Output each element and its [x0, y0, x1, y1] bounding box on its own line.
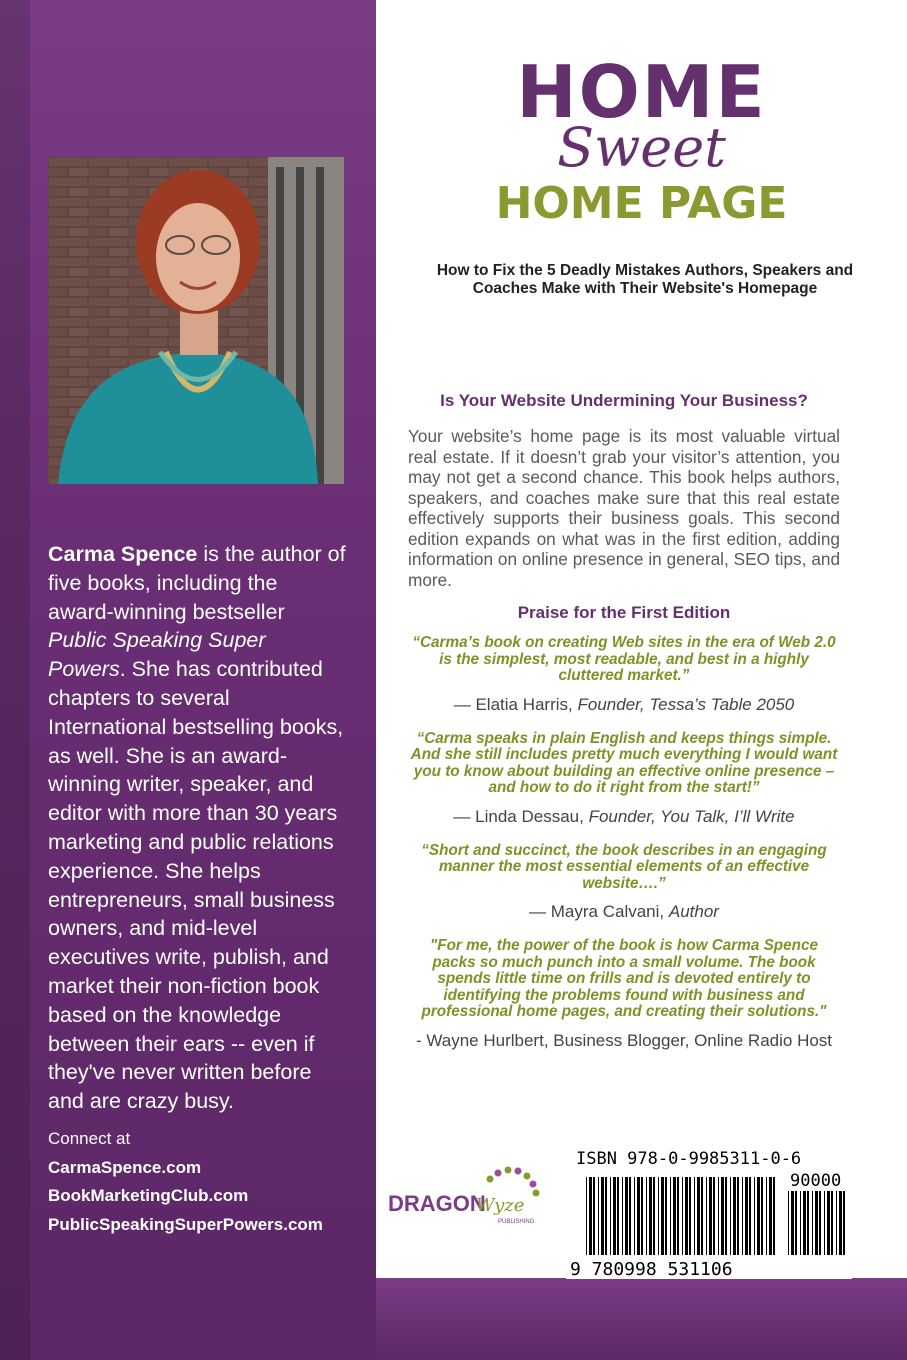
book-title [376, 50, 907, 230]
quote-3-name: — Mayra Calvani, [529, 902, 665, 921]
bio-text-1: is the author of five books, including the award-winning bestseller [48, 542, 346, 624]
quote-1-attribution [408, 695, 840, 715]
isbn-ean: 9 780998 531106 [570, 1259, 733, 1279]
author-photo [48, 157, 344, 484]
isbn-price-code: 90000 [790, 1171, 842, 1191]
connect-label: Connect at [48, 1129, 131, 1148]
back-cover-copy [408, 391, 840, 1051]
link-publicspeakingsuperpowers[interactable]: PublicSpeakingSuperPowers.com [48, 1214, 323, 1234]
quote-3: “Short and succinct, the book describes in an engaging manner the most essential elements of an effective website….” [421, 841, 827, 892]
quote-4: "For me, the power of the book is how Carma Spence packs so much punch into a small volume. The book spends little time on frills and is devoted entirely to identifying the problems found with business and professional home pages, and creating their solutions." [421, 937, 827, 1020]
publisher-logo [388, 1163, 558, 1233]
quote-1-name: — Elatia Harris, [453, 694, 573, 714]
link-bookmarketingclub[interactable]: BookMarketingClub.com [48, 1186, 249, 1206]
quote-2-name: — Linda Dessau, [453, 806, 584, 826]
quote-3-attribution [408, 902, 840, 922]
quote-2-attribution [408, 807, 840, 827]
title-homepage: HOME PAGE [495, 178, 788, 229]
publisher-tag: PUBLISHING [498, 1219, 535, 1225]
author-bio [48, 540, 348, 1116]
title-sweet: Sweet [557, 116, 726, 179]
bio-book-title: Public Speaking Super Powers [48, 628, 266, 682]
isbn-barcode [566, 1143, 852, 1279]
quote-4-attribution [408, 1031, 840, 1051]
quote-2-role: Founder, You Talk, I’ll Write [588, 806, 795, 826]
praise-heading: Praise for the First Edition [517, 603, 731, 622]
section-heading: Is Your Website Undermining Your Business? [440, 391, 808, 410]
author-name: Carma Spence [48, 542, 198, 566]
connect-block [48, 1125, 323, 1239]
link-carmaspence[interactable]: CarmaSpence.com [48, 1157, 202, 1177]
publisher-name-2: Wyze [476, 1195, 525, 1216]
quote-1-role: Founder, Tessa’s Table 2050 [577, 694, 795, 714]
title-home: HOME [516, 50, 767, 134]
book-subtitle: How to Fix the 5 Deadly Mistakes Authors, Speakers and Coaches Make with Their Website's Homepage [436, 262, 854, 297]
publisher-name-1: DRAGON [388, 1191, 486, 1216]
isbn-label: ISBN 978-0-9985311-0-6 [576, 1149, 802, 1169]
bio-text-2: . She has contributed chapters to several International bestselling books, as well. She is an award-winning writer, speaker, and editor with more than 30 years marketing and public relations experience. She helps entrepreneurs, small business owners, and mid-level executives write, publish, and market their non-fiction book based on the knowledge between their ears -- even if they've never written before and are crazy busy. [48, 657, 344, 1114]
book-description: Your website’s home page is its most valuable virtual real estate. If it doesn’t grab your visitor’s attention, you may not get a second chance. This book helps authors, speakers, and coaches make sure that this real estate effectively supports their business goals. This second edition expands on what was in the first edition, adding information on online presence in general, SEO tips, and more. [408, 426, 840, 590]
quote-2: “Carma speaks in plain English and keeps things simple. And she still includes pretty much everything I would want you to know about building an effective online presence – and how to do it right from the start!” [410, 729, 838, 796]
barcode-addon-bars [788, 1191, 845, 1255]
quote-3-role: Author [668, 902, 719, 921]
quote-1: “Carma’s book on creating Web sites in the era of Web 2.0 is the simplest, most readable, and best in a highly cluttered market.” [412, 634, 836, 684]
bottom-band [376, 1278, 907, 1360]
quote-4-name: - Wayne Hurlbert, Business Blogger, Online Radio Host [415, 1030, 833, 1050]
